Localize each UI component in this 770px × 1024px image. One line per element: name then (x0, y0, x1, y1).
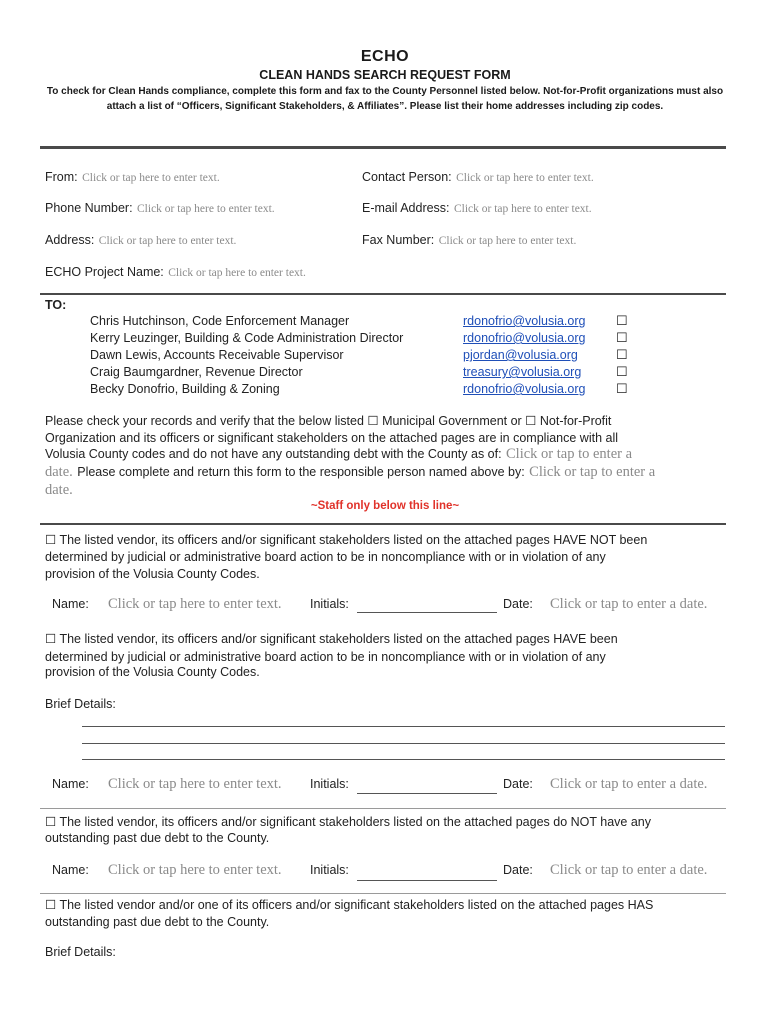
initials-input[interactable] (357, 880, 497, 881)
form-instructions: To check for Clean Hands compliance, complete this form and fax to the County Personnel listed below. Not-for-Profit organizations must also attach a list of “Officers, Significant Stakeholders, & Affiliates”. Please list their home addresses including zip codes. (46, 86, 724, 112)
name-label: Name: (52, 777, 89, 791)
from-input[interactable]: Click or tap here to enter text. (82, 172, 220, 184)
initials-label: Initials: (310, 777, 349, 791)
recipient-email[interactable]: rdonofrio@volusia.org (463, 314, 586, 328)
email-input[interactable]: Click or tap here to enter text. (453, 203, 592, 215)
request-line (45, 481, 73, 499)
brief-details-label: Brief Details: (45, 945, 116, 959)
recipient-name: Dawn Lewis, Accounts Receivable Supervisor (90, 348, 344, 362)
as-of-date-input[interactable]: Click or tap to enter a (506, 446, 633, 462)
name-input[interactable]: Click or tap here to enter text. (108, 776, 282, 792)
section-text: outstanding past due debt to the County. (45, 831, 270, 845)
address-label: Address: (45, 233, 95, 247)
recipient-name: Kerry Leuzinger, Building & Code Administration Director (90, 331, 404, 345)
recipient-name: Craig Baumgardner, Revenue Director (90, 365, 303, 379)
recipient-checkbox[interactable]: ☐ (616, 364, 628, 379)
initials-label: Initials: (310, 863, 349, 877)
staff-divider (40, 523, 726, 525)
return-by-date-input[interactable]: Click or tap to enter a (529, 464, 656, 480)
header-divider (40, 146, 726, 149)
recipient-email[interactable]: rdonofrio@volusia.org (463, 331, 586, 345)
fax-field[interactable] (362, 231, 576, 249)
date-input[interactable]: Click or tap to enter a date. (550, 862, 708, 878)
section-text: determined by judicial or administrative board action to be in noncompliance with or in violation of any (45, 550, 606, 564)
email-label: E-mail Address: (362, 201, 450, 215)
initials-input[interactable] (357, 793, 497, 794)
section-divider (40, 893, 726, 894)
no-past-due-debt-option[interactable]: ☐ The listed vendor, its officers and/or significant stakeholders listed on the attached pages do NOT have any (45, 815, 652, 829)
name-label: Name: (52, 863, 89, 877)
date-label: Date: (503, 863, 533, 877)
name-input[interactable]: Click or tap here to enter text. (108, 862, 282, 878)
recipient-name: Chris Hutchinson, Code Enforcement Manager (90, 314, 350, 328)
phone-field[interactable] (45, 199, 275, 217)
from-field[interactable] (45, 168, 220, 186)
as-of-date-input-cont[interactable]: date. (45, 464, 73, 480)
section-text: provision of the Volusia County Codes. (45, 567, 260, 581)
form-heading: ECHO (360, 48, 410, 65)
date-label: Date: (503, 597, 533, 611)
fax-input[interactable]: Click or tap here to enter text. (438, 235, 577, 247)
section-divider (40, 808, 726, 809)
recipient-checkbox[interactable]: ☐ (616, 381, 628, 396)
have-not-noncompliance-option[interactable]: ☐ The listed vendor, its officers and/or significant stakeholders listed on the attached pages HAVE NOT been (45, 533, 648, 547)
email-field[interactable] (362, 199, 592, 217)
brief-details-line[interactable] (82, 726, 725, 727)
recipient-email[interactable]: pjordan@volusia.org (463, 348, 578, 362)
address-input[interactable]: Click or tap here to enter text. (98, 235, 237, 247)
fields-divider (40, 293, 726, 295)
recipient-email[interactable]: rdonofrio@volusia.org (463, 382, 586, 396)
phone-input[interactable]: Click or tap here to enter text. (137, 203, 275, 215)
recipient-checkbox[interactable]: ☐ (616, 313, 628, 328)
form-title: CLEAN HANDS SEARCH REQUEST FORM (259, 68, 511, 82)
recipient-name: Becky Donofrio, Building & Zoning (90, 382, 280, 396)
has-past-due-debt-option[interactable]: ☐ The listed vendor and/or one of its officers and/or significant stakeholders listed on the attached pages HAS (45, 898, 654, 912)
to-label: TO: (45, 298, 67, 312)
recipient-email[interactable]: treasury@volusia.org (463, 365, 582, 379)
recipient-checkbox[interactable]: ☐ (616, 347, 628, 362)
staff-only-divider-text: ~Staff only below this line~ (310, 500, 460, 512)
section-text: provision of the Volusia County Codes. (45, 665, 260, 679)
project-name-label: ECHO Project Name: (45, 265, 164, 279)
name-label: Name: (52, 597, 89, 611)
contact-person-label: Contact Person: (362, 170, 452, 184)
initials-label: Initials: (310, 597, 349, 611)
project-name-input[interactable]: Click or tap here to enter text. (168, 267, 306, 279)
request-as-of-text: Volusia County codes and do not have any outstanding debt with the County as of: (45, 447, 502, 461)
return-by-date-input-cont[interactable]: date. (45, 482, 73, 498)
request-line (45, 463, 655, 481)
request-line: Organization and its officers or significant stakeholders on the attached pages are in compliance with all (45, 431, 619, 445)
brief-details-label: Brief Details: (45, 697, 116, 711)
request-line: Please check your records and verify that the below listed ☐ Municipal Government or ☐ Not-for-Profit (45, 414, 612, 428)
brief-details-line[interactable] (82, 759, 725, 760)
fax-label: Fax Number: (362, 233, 435, 247)
address-field[interactable] (45, 231, 236, 249)
have-noncompliance-option[interactable]: ☐ The listed vendor, its officers and/or significant stakeholders listed on the attached pages HAVE been (45, 632, 618, 646)
contact-person-input[interactable]: Click or tap here to enter text. (456, 172, 594, 184)
return-by-text: Please complete and return this form to the responsible person named above by: (77, 465, 525, 479)
project-name-field[interactable] (45, 263, 306, 281)
date-label: Date: (503, 777, 533, 791)
name-input[interactable]: Click or tap here to enter text. (108, 596, 282, 612)
from-label: From: (45, 170, 78, 184)
phone-label: Phone Number: (45, 201, 133, 215)
section-text: determined by judicial or administrative board action to be in noncompliance with or in violation of any (45, 650, 606, 664)
contact-person-field[interactable] (362, 168, 594, 186)
brief-details-line[interactable] (82, 743, 725, 744)
initials-input[interactable] (357, 612, 497, 613)
request-line (45, 445, 632, 463)
recipient-checkbox[interactable]: ☐ (616, 330, 628, 345)
date-input[interactable]: Click or tap to enter a date. (550, 596, 708, 612)
section-text: outstanding past due debt to the County. (45, 915, 270, 929)
date-input[interactable]: Click or tap to enter a date. (550, 776, 708, 792)
